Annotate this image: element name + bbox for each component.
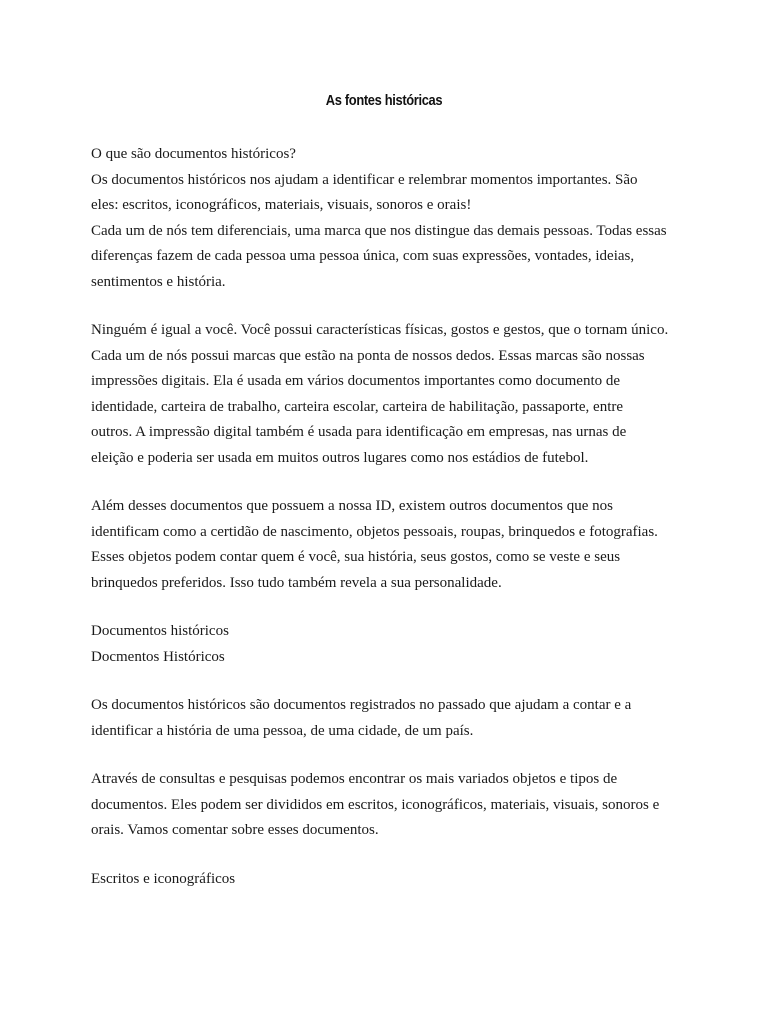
text-line: Através de consultas e pesquisas podemos encontrar os mais variados objetos e tipos de	[91, 771, 618, 787]
text-line: Além desses documentos que possuem a nossa ID, existem outros documentos que nos	[91, 498, 614, 514]
text-line: Os documentos históricos nos ajudam a identificar e relembrar momentos importantes. São	[91, 171, 638, 188]
text-line: diferenças fazem de cada pessoa uma pessoa única, com suas expressões, vontades, ideias,	[91, 248, 635, 264]
text-line: orais. Vamos comentar sobre esses documentos.	[91, 822, 379, 838]
document-title: As fontes históricas	[325, 92, 443, 109]
paragraph-written-iconographic	[91, 867, 691, 893]
text-line: Docmentos Históricos	[91, 648, 225, 665]
paragraph-identity-documents	[91, 494, 691, 596]
text-line: Ninguém é igual a você. Você possui características físicas, gostos e gestos, que o tornam único.	[91, 322, 669, 338]
text-line: eles: escritos, iconográficos, materiais, visuais, sonoros e orais!	[91, 197, 472, 213]
text-line: eleição e poderia ser usada em muitos outros lugares como nos estádios de futebol.	[91, 449, 589, 466]
text-line: identidade, carteira de trabalho, carteira escolar, carteira de habilitação, passaporte, entre	[91, 398, 624, 415]
paragraph-research	[91, 767, 691, 844]
text-line: identificar a história de uma pessoa, de uma cidade, de um país.	[91, 722, 474, 739]
text-line: Cada um de nós possui marcas que estão na ponta de nossos dedos. Essas marcas são nossas	[91, 347, 645, 364]
text-line: outros. A impressão digital também é usada para identificação em empresas, nas urnas de	[91, 424, 627, 440]
text-line: documentos. Eles podem ser divididos em escritos, iconográficos, materiais, visuais, sonoros e	[91, 796, 660, 813]
text-line: sentimentos e história.	[91, 273, 226, 290]
text-line: Cada um de nós tem diferenciais, uma marca que nos distingue das demais pessoas. Todas essas	[91, 222, 667, 239]
paragraph-intro	[91, 142, 691, 295]
text-line: Os documentos históricos são documentos registrados no passado que ajudam a contar e a	[91, 697, 632, 713]
paragraph-section-headings	[91, 619, 691, 670]
paragraph-definition	[91, 693, 691, 744]
document-body	[91, 142, 691, 915]
paragraph-fingerprints	[91, 318, 691, 471]
text-line: Esses objetos podem contar quem é você, sua história, seus gostos, como se veste e seus	[91, 549, 621, 565]
text-line: identificam como a certidão de nascimento, objetos pessoais, roupas, brinquedos e fotografias.	[91, 523, 658, 540]
text-line: O que são documentos históricos?	[91, 146, 296, 162]
text-line: Escritos e iconográficos	[91, 870, 236, 887]
text-line: brinquedos preferidos. Isso tudo também revela a sua personalidade.	[91, 574, 502, 591]
text-line: Documentos históricos	[91, 623, 229, 639]
text-line: impressões digitais. Ela é usada em vários documentos importantes como documento de	[91, 373, 621, 389]
